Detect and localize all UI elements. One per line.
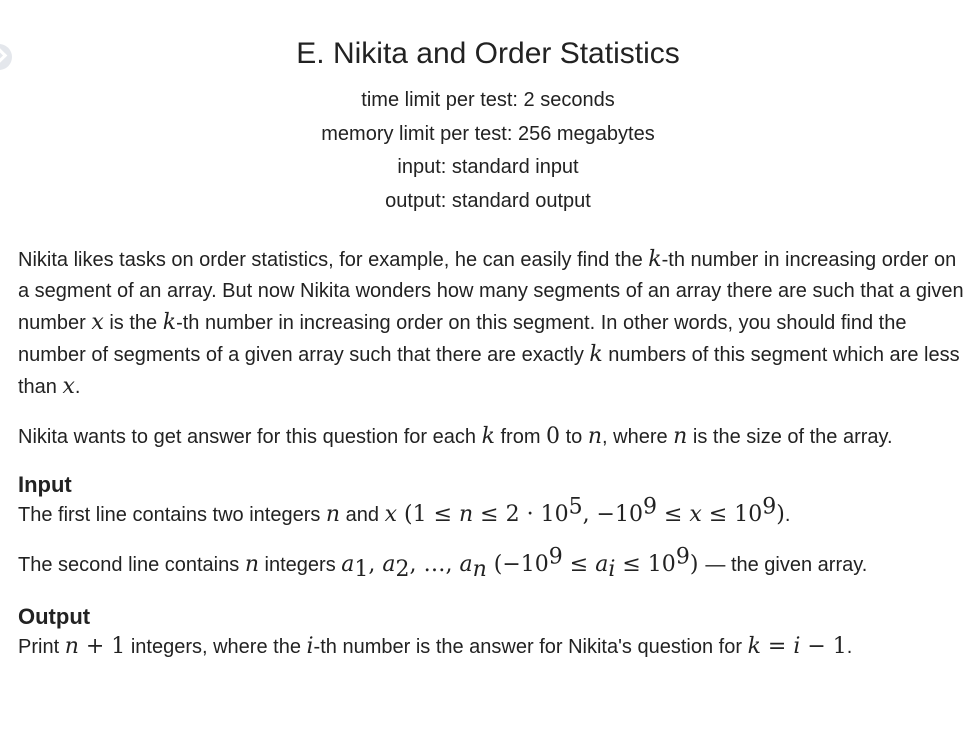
math-var: n — [64, 634, 79, 659]
text: integers — [258, 554, 342, 576]
text: from — [494, 426, 547, 448]
math-sup: 5 — [568, 494, 583, 520]
text: , where — [602, 426, 674, 448]
input-section-title: Input — [18, 472, 72, 497]
text: . — [74, 376, 81, 398]
math-expr: (−10 — [486, 552, 549, 577]
math-var: i — [793, 634, 801, 659]
text: Nikita wants to get answer for this question for each — [18, 426, 482, 448]
math-var: a — [382, 552, 396, 577]
math-expr: ≤ 10 — [615, 552, 676, 577]
math-sup: 9 — [548, 544, 563, 570]
math-expr: (1 ≤ — [397, 502, 459, 527]
text: is the — [103, 312, 163, 334]
math-var: x — [384, 502, 397, 527]
text: Nikita likes tasks on order statistics, for example, he can easily find the — [18, 249, 649, 271]
math-sup: 9 — [762, 494, 777, 520]
math-var: n — [587, 424, 603, 449]
input-file: input: standard input — [397, 156, 579, 178]
text: integers, where the — [125, 636, 307, 658]
output-line — [18, 631, 968, 663]
math-expr: ≤ — [562, 552, 596, 577]
math-expr: − 1 — [800, 634, 847, 659]
memory-limit: memory limit per test: 256 megabytes — [321, 122, 655, 145]
text: The first line contains two integers — [18, 504, 326, 526]
math-sup: 9 — [675, 544, 690, 570]
math-var: k — [162, 310, 177, 335]
text: — the given array. — [705, 554, 868, 576]
math-sub: 2 — [395, 557, 410, 582]
text: -th number is the answer for Nikita's question for — [313, 636, 748, 658]
output-section-title: Output — [18, 604, 91, 629]
math-var: i — [306, 634, 314, 659]
math-var: k — [648, 247, 662, 272]
math-var: x — [689, 502, 702, 527]
math-expr: ) — [776, 502, 785, 527]
math-expr: ) — [689, 552, 706, 577]
time-limit: time limit per test: 2 seconds — [361, 89, 615, 111]
text: The second line contains — [18, 554, 245, 576]
math-sub: n — [472, 557, 487, 582]
math-sub: i — [608, 557, 616, 582]
math-var: x — [62, 374, 75, 399]
text: -th number in increasing order on a segment of an array. But now Nikita wonders how many segments of an array there are such that a given number — [18, 249, 964, 334]
math-var: k — [481, 424, 495, 449]
problem-header — [0, 0, 976, 218]
legend-paragraph-1 — [18, 244, 968, 403]
math-sup: 9 — [642, 494, 657, 520]
math-var: n — [459, 502, 474, 527]
text: . — [784, 504, 791, 526]
math-var: n — [325, 502, 341, 527]
math-var: k — [747, 634, 761, 659]
text: -th number in increasing order on this segment. In other words, you should find the number of segments of a given array such that there are exactly — [18, 312, 907, 366]
math-sub: 1 — [354, 557, 369, 582]
math-expr: = — [760, 634, 794, 659]
problem-title: E. Nikita and Order Statistics — [296, 37, 680, 70]
math-var: n — [673, 424, 688, 449]
text: Print — [18, 636, 65, 658]
math-var: k — [589, 342, 603, 367]
math-var: a — [341, 552, 355, 577]
text: numbers of this segment which are less than — [18, 344, 960, 398]
math-var: n — [244, 552, 259, 577]
text: . — [846, 636, 853, 658]
text: and — [340, 504, 385, 526]
text: to — [560, 426, 588, 448]
math-expr: ≤ 2 · 10 — [473, 502, 569, 527]
math-expr: ≤ — [656, 502, 690, 527]
math-expr: , …, — [409, 552, 460, 577]
problem-statement — [18, 244, 968, 681]
text: is the size of the array. — [687, 426, 893, 448]
input-line-1 — [18, 494, 968, 531]
math-expr: ≤ 10 — [701, 502, 763, 527]
math-num: 0 — [546, 424, 561, 449]
math-expr: , −10 — [582, 502, 643, 527]
input-line-2 — [18, 544, 968, 582]
output-file: output: standard output — [385, 189, 591, 212]
legend-paragraph-2 — [18, 421, 968, 453]
math-expr: + 1 — [78, 634, 126, 659]
math-var: x — [91, 310, 104, 335]
math-var: a — [595, 552, 609, 577]
math-var: a — [459, 552, 473, 577]
math-expr: , — [368, 552, 383, 577]
